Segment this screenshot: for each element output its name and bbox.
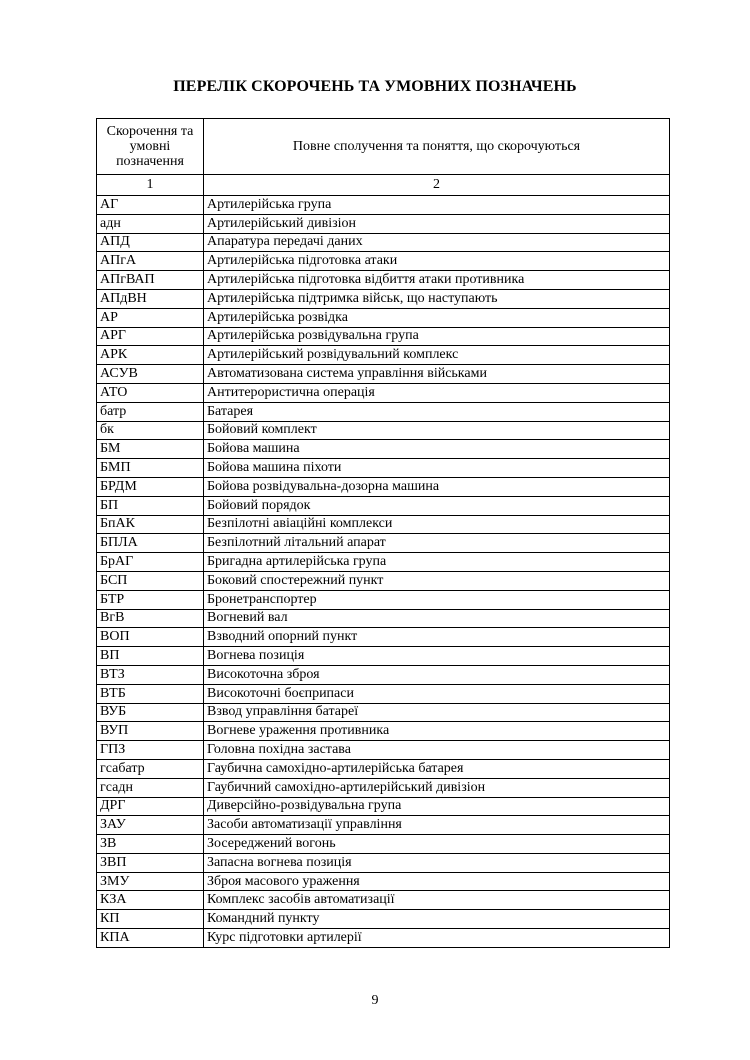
abbreviation-cell: АПгВАП: [97, 271, 204, 290]
full-term-cell: Артилерійська розвідувальна група: [204, 327, 670, 346]
abbreviation-cell: АГ: [97, 196, 204, 215]
table-row: [97, 853, 670, 872]
abbreviation-cell: ЗАУ: [97, 816, 204, 835]
table-row: [97, 816, 670, 835]
abbreviation-cell: ЗВП: [97, 853, 204, 872]
table-row: [97, 835, 670, 854]
abbreviation-cell: гсадн: [97, 778, 204, 797]
table-row: [97, 778, 670, 797]
abbreviation-cell: АПгА: [97, 252, 204, 271]
abbreviation-cell: батр: [97, 402, 204, 421]
full-term-cell: Бойова машина піхоти: [204, 459, 670, 478]
full-term-cell: Артилерійська підтримка військ, що наступають: [204, 289, 670, 308]
table-row: [97, 703, 670, 722]
abbreviation-cell: КЗА: [97, 891, 204, 910]
table-row: [97, 308, 670, 327]
full-term-cell: Вогневий вал: [204, 609, 670, 628]
full-term-cell: Батарея: [204, 402, 670, 421]
table-row: [97, 346, 670, 365]
full-term-cell: Комплекс засобів автоматизації: [204, 891, 670, 910]
table-row: [97, 233, 670, 252]
abbreviation-cell: ВП: [97, 647, 204, 666]
abbreviation-cell: ВгВ: [97, 609, 204, 628]
table-row: [97, 534, 670, 553]
abbreviation-cell: ВУП: [97, 722, 204, 741]
full-term-cell: Засоби автоматизації управління: [204, 816, 670, 835]
abbreviation-cell: ВТЗ: [97, 665, 204, 684]
table-row: [97, 722, 670, 741]
full-term-cell: Артилерійська група: [204, 196, 670, 215]
full-term-cell: Головна похідна застава: [204, 741, 670, 760]
full-term-cell: Диверсійно-розвідувальна група: [204, 797, 670, 816]
table-header-row: [97, 119, 670, 175]
abbreviation-cell: АРК: [97, 346, 204, 365]
abbreviation-cell: ДРГ: [97, 797, 204, 816]
table-row: [97, 741, 670, 760]
full-term-cell: Бойова розвідувальна-дозорна машина: [204, 477, 670, 496]
table-row: [97, 271, 670, 290]
full-term-cell: Бронетранспортер: [204, 590, 670, 609]
column-number-1: 1: [97, 175, 204, 196]
full-term-cell: Командний пункту: [204, 910, 670, 929]
table-row: [97, 609, 670, 628]
full-term-cell: Зосереджений вогонь: [204, 835, 670, 854]
table-row: [97, 571, 670, 590]
full-term-cell: Автоматизована система управління військами: [204, 365, 670, 384]
abbreviation-cell: ВОП: [97, 628, 204, 647]
full-term-cell: Зброя масового ураження: [204, 872, 670, 891]
full-term-cell: Артилерійський розвідувальний комплекс: [204, 346, 670, 365]
table-row: [97, 289, 670, 308]
full-term-cell: Запасна вогнева позиція: [204, 853, 670, 872]
table-row: [97, 929, 670, 948]
abbreviation-cell: ВУБ: [97, 703, 204, 722]
full-term-cell: Артилерійська підготовка атаки: [204, 252, 670, 271]
abbreviation-cell: КП: [97, 910, 204, 929]
abbreviation-cell: АПдВН: [97, 289, 204, 308]
header-abbreviation: Скорочення та умовні позначення: [97, 119, 204, 175]
table-row: [97, 647, 670, 666]
table-row: [97, 515, 670, 534]
table-row: [97, 459, 670, 478]
full-term-cell: Вогнева позиція: [204, 647, 670, 666]
table-row: [97, 797, 670, 816]
full-term-cell: Гаубична самохідно-артилерійська батарея: [204, 759, 670, 778]
table-row: [97, 759, 670, 778]
table-row: [97, 383, 670, 402]
abbreviation-cell: АПД: [97, 233, 204, 252]
full-term-cell: Артилерійська розвідка: [204, 308, 670, 327]
table-row: [97, 496, 670, 515]
table-row: [97, 327, 670, 346]
table-row: [97, 477, 670, 496]
table-row: [97, 872, 670, 891]
table-row: [97, 440, 670, 459]
table-row: [97, 910, 670, 929]
column-number-row: [97, 175, 670, 196]
full-term-cell: Вогневе ураження противника: [204, 722, 670, 741]
abbreviation-cell: бк: [97, 421, 204, 440]
full-term-cell: Гаубичний самохідно-артилерійський дивізіон: [204, 778, 670, 797]
abbreviation-cell: БМП: [97, 459, 204, 478]
table-row: [97, 891, 670, 910]
page-number: 9: [371, 993, 379, 1008]
table-row: [97, 402, 670, 421]
full-term-cell: Взвод управління батареї: [204, 703, 670, 722]
abbreviation-cell: АР: [97, 308, 204, 327]
abbreviation-cell: гсабатр: [97, 759, 204, 778]
abbreviation-cell: ЗВ: [97, 835, 204, 854]
full-term-cell: Взводний опорний пункт: [204, 628, 670, 647]
abbreviation-cell: КПА: [97, 929, 204, 948]
abbreviation-cell: БРДМ: [97, 477, 204, 496]
abbreviation-cell: АРГ: [97, 327, 204, 346]
abbreviation-cell: ЗМУ: [97, 872, 204, 891]
full-term-cell: Бойова машина: [204, 440, 670, 459]
abbreviation-cell: ВТБ: [97, 684, 204, 703]
full-term-cell: Високоточні боєприпаси: [204, 684, 670, 703]
table-row: [97, 590, 670, 609]
table-row: [97, 684, 670, 703]
full-term-cell: Боковий спостережний пункт: [204, 571, 670, 590]
table-row: [97, 665, 670, 684]
full-term-cell: Високоточна зброя: [204, 665, 670, 684]
abbreviation-cell: АТО: [97, 383, 204, 402]
full-term-cell: Бойовий порядок: [204, 496, 670, 515]
table-row: [97, 252, 670, 271]
abbreviation-cell: БП: [97, 496, 204, 515]
abbreviation-cell: БСП: [97, 571, 204, 590]
table-row: [97, 196, 670, 215]
abbreviation-cell: БМ: [97, 440, 204, 459]
table-row: [97, 553, 670, 572]
header-full-term: Повне сполучення та поняття, що скорочуються: [204, 119, 670, 175]
full-term-cell: Безпілотний літальний апарат: [204, 534, 670, 553]
full-term-cell: Апаратура передачі даних: [204, 233, 670, 252]
full-term-cell: Антитерористична операція: [204, 383, 670, 402]
abbreviation-cell: БПЛА: [97, 534, 204, 553]
table-row: [97, 421, 670, 440]
abbreviation-cell: БТР: [97, 590, 204, 609]
page-title: ПЕРЕЛІК СКОРОЧЕНЬ ТА УМОВНИХ ПОЗНАЧЕНЬ: [173, 78, 577, 95]
full-term-cell: Артилерійський дивізіон: [204, 214, 670, 233]
table-row: [97, 365, 670, 384]
full-term-cell: Безпілотні авіаційні комплекси: [204, 515, 670, 534]
abbreviation-cell: БрАГ: [97, 553, 204, 572]
table-row: [97, 628, 670, 647]
abbreviation-cell: ГПЗ: [97, 741, 204, 760]
abbreviation-cell: БпАК: [97, 515, 204, 534]
full-term-cell: Курс підготовки артилерії: [204, 929, 670, 948]
abbreviation-cell: адн: [97, 214, 204, 233]
full-term-cell: Артилерійська підготовка відбиття атаки противника: [204, 271, 670, 290]
abbreviations-table: [96, 118, 670, 948]
table-row: [97, 214, 670, 233]
full-term-cell: Бригадна артилерійська група: [204, 553, 670, 572]
full-term-cell: Бойовий комплект: [204, 421, 670, 440]
abbreviation-cell: АСУВ: [97, 365, 204, 384]
column-number-2: 2: [204, 175, 670, 196]
